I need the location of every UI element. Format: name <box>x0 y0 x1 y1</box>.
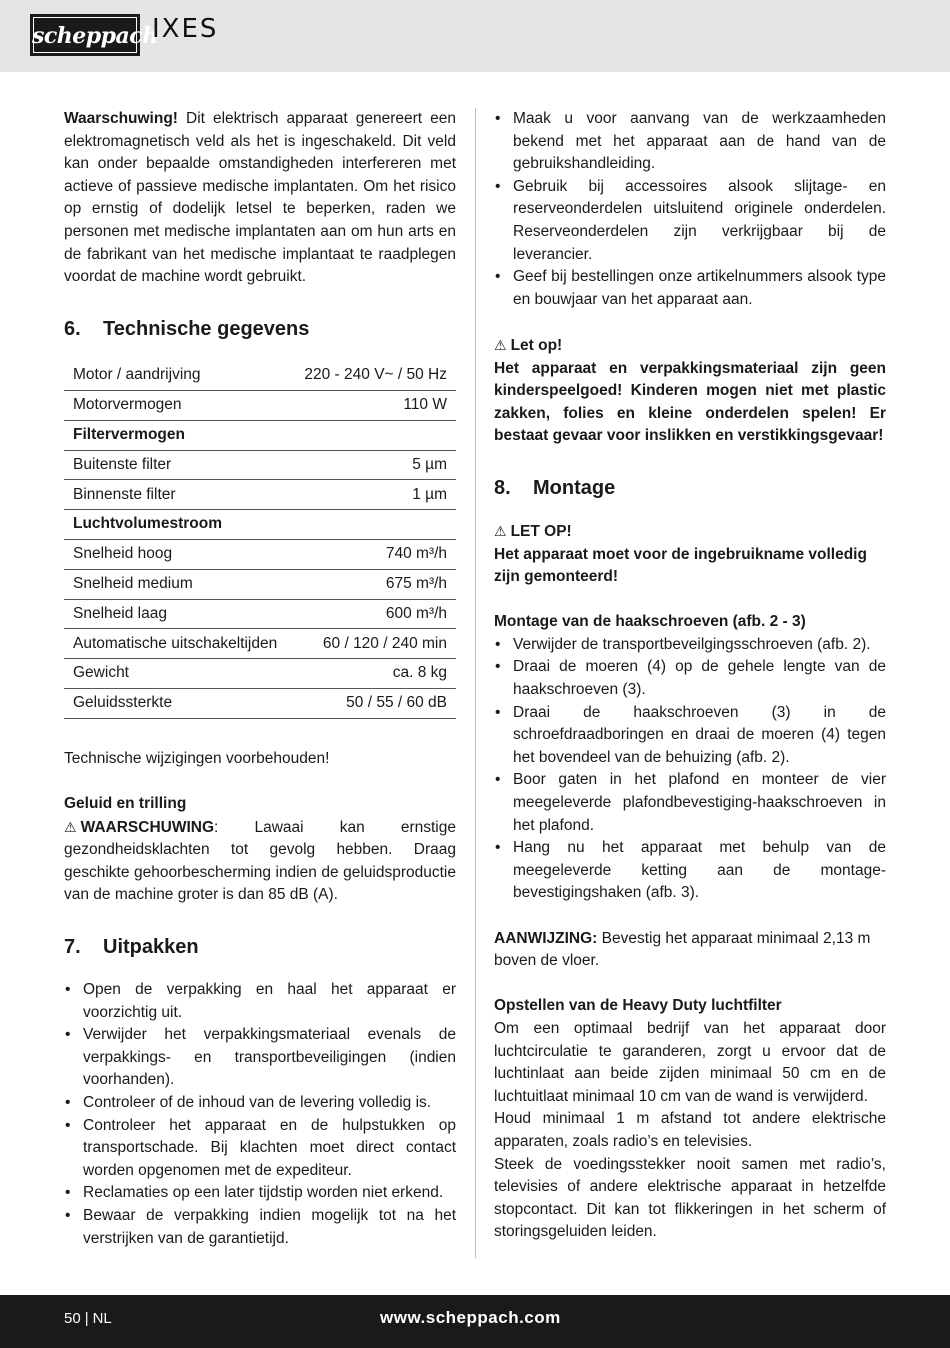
spec-value: 220 - 240 V~ / 50 Hz <box>292 361 456 391</box>
spec-value: ca. 8 kg <box>292 659 456 689</box>
letop-label: Let op! <box>510 336 563 354</box>
spec-label: Snelheid medium <box>64 569 292 599</box>
website-link[interactable]: www.scheppach.com <box>380 1308 561 1327</box>
column-divider <box>475 108 476 1258</box>
spec-row <box>64 420 456 450</box>
section-title: Montage <box>533 476 616 499</box>
intro-list <box>494 108 886 311</box>
spec-row <box>64 450 456 480</box>
section-number: 8. <box>494 476 511 499</box>
spec-row <box>64 659 456 689</box>
noise-heading: Geluid en trilling <box>64 795 187 812</box>
spec-label: Snelheid laag <box>64 599 292 629</box>
warning-text: Dit elektrisch apparaat genereert een elektromagnetisch veld als het is ingeschakeld. Dit veld kan onder bepaalde omstandigheden interfereren met actieve of passieve medische implantaten. Om het risico op ernstig of dodelijk letsel te beperken, raden we personen met medische implantaten aan om hun arts en de fabrikant van het medische implantaat te raadplegen voordat de machine wordt gebruikt. <box>64 110 456 286</box>
spec-label: Binnenste filter <box>64 480 292 510</box>
spec-value: 50 / 55 / 60 dB <box>292 689 456 719</box>
section-number: 7. <box>64 935 81 958</box>
spec-value: 110 W <box>292 391 456 421</box>
spec-row <box>64 391 456 421</box>
hooks-heading: Montage van de haakschroeven (afb. 2 - 3) <box>494 613 806 631</box>
spec-label: Gewicht <box>64 659 292 689</box>
setup-paragraph: Houd minimaal 1 m afstand tot andere elektrische apparaten, zoals radio’s en televisies. <box>494 1110 886 1150</box>
section-6-heading <box>64 315 456 343</box>
language-code: NL <box>92 1310 112 1327</box>
spec-label: Buitenste filter <box>64 450 292 480</box>
list-item: • Hang nu het apparaat met behulp van de meegeleverde ketting aan de montage-bevestigingshaken (afb. 3). <box>494 837 886 905</box>
warning-icon: ⚠ <box>64 818 77 835</box>
spec-row <box>64 540 456 570</box>
section-title: Uitpakken <box>103 935 199 958</box>
list-item: • Boor gaten in het plafond en monteer de vier meegeleverde plafondbevestiging-haakschroeven in het plafond. <box>494 769 886 837</box>
hint-text: Bevestig het apparaat minimaal 2,13 m boven de vloer. <box>494 929 871 970</box>
letop-text: Het apparaat en verpakkingsmateriaal zijn geen kinderspeelgoed! Kinderen mogen niet met plastic zakken, folies en kleine onderdelen spelen! Er bestaat gevaar voor inslikken en verstikkingsgevaar! <box>494 359 886 445</box>
setup-paragraph: Steek de voedingsstekker nooit samen met radio’s, televisies of andere elektrische apparaat in hetzelfde stopcontact. Dit kan tot flikkeringen in het scherm of storingsgeluiden leiden. <box>494 1155 886 1241</box>
list-item: • Verwijder het verpakkingsmateriaal evenals de verpakkings- en transportbeveiligingen (indien voorhanden). <box>64 1024 456 1092</box>
letop2-heading <box>494 520 886 544</box>
list-item: • Gebruik bij accessoires alsook slijtage- en reserveonderdelen uitsluitend originele onderdelen. Reserveonderdelen zijn verkrijgbaar bij de leverancier. <box>494 176 886 266</box>
hooks-list <box>494 634 886 905</box>
page-num: 50 <box>64 1310 81 1327</box>
ixes-logo: IXES <box>152 14 219 44</box>
spec-value: 1 µm <box>292 480 456 510</box>
list-item: • Draai de haakschroeven (3) in de schroefdraadboringen en draai de moeren (4) tegen het bovendeel van de behuizing (afb. 2). <box>494 702 886 770</box>
list-item: • Draai de moeren (4) op de gehele lengte van de haakschroeven (3). <box>494 656 886 701</box>
spec-value: 675 m³/h <box>292 569 456 599</box>
letop-heading <box>494 334 886 358</box>
spec-label: Motorvermogen <box>64 391 292 421</box>
warning-icon: ⚠ <box>494 522 507 539</box>
tech-note: Technische wijzigingen voorbehouden! <box>64 749 330 767</box>
list-item: • Controleer of de inhoud van de levering volledig is. <box>64 1092 456 1115</box>
page-footer <box>0 1295 950 1348</box>
spec-label: Filtervermogen <box>64 420 456 450</box>
spec-row <box>64 599 456 629</box>
list-item: • Bewaar de verpakking indien mogelijk tot na het verstrijken van de garantietijd. <box>64 1205 456 1250</box>
letop2-text: Het apparaat moet voor de ingebruikname volledig zijn gemonteerd! <box>494 545 867 586</box>
spec-row <box>64 569 456 599</box>
page-header <box>0 0 950 72</box>
left-column <box>64 108 456 1250</box>
spec-row <box>64 361 456 391</box>
spec-label: Luchtvolumestroom <box>64 510 456 540</box>
specs-table <box>64 361 456 719</box>
spec-row <box>64 480 456 510</box>
section-7-heading <box>64 933 456 961</box>
scheppach-logo: scheppach <box>30 14 140 56</box>
section-number: 6. <box>64 317 81 340</box>
setup-paragraph: Om een optimaal bedrijf van het apparaat door luchtcirculatie te garanderen, zorgt u ervoor dat de luchtinlaat aan beide zijden minimaal 50 cm en de luchtuitlaat minimaal 10 cm van de wand is verwijderd. <box>494 1019 886 1105</box>
spec-row <box>64 689 456 719</box>
noise-warning-label: WAARSCHUWING <box>80 818 215 836</box>
hint-label: AANWIJZING: <box>494 929 598 947</box>
noise-warning-text: : Lawaai kan ernstige gezondheidsklachten tot gevolg hebben. Draag geschikte gehoorbescherming indien de geluidsproductie van de machine groter is dan 85 dB (A). <box>64 818 456 904</box>
list-item: • Reclamaties op een later tijdstip worden niet erkend. <box>64 1182 456 1205</box>
spec-label: Geluidssterkte <box>64 689 292 719</box>
setup-heading: Opstellen van de Heavy Duty luchtfilter <box>494 997 782 1015</box>
list-item: • Controleer het apparaat en de hulpstukken op transportschade. Bij klachten moet direct contact worden opgenomen met de expediteur. <box>64 1115 456 1183</box>
list-item: • Geef bij bestellingen onze artikelnummers alsook type en bouwjaar van het apparaat aan. <box>494 266 886 311</box>
warning-label: Waarschuwing! <box>64 110 178 127</box>
page-number: 50 | NL <box>64 1310 112 1327</box>
spec-label: Snelheid hoog <box>64 540 292 570</box>
section-title: Technische gegevens <box>103 317 310 340</box>
warning-icon: ⚠ <box>494 336 507 353</box>
list-item: • Open de verpakking en haal het apparaat er voorzichtig uit. <box>64 979 456 1024</box>
spec-row <box>64 629 456 659</box>
spec-row <box>64 510 456 540</box>
spec-label: Motor / aandrijving <box>64 361 292 391</box>
emf-warning <box>64 108 456 289</box>
spec-value: 5 µm <box>292 450 456 480</box>
unpack-list <box>64 979 456 1250</box>
spec-value: 60 / 120 / 240 min <box>292 629 456 659</box>
spec-label: Automatische uitschakeltijden <box>64 629 292 659</box>
section-8-heading <box>494 474 886 502</box>
hint <box>494 928 886 973</box>
letop2-label: LET OP! <box>510 522 572 540</box>
noise-warning <box>64 816 456 907</box>
spec-value: 740 m³/h <box>292 540 456 570</box>
list-item: • Verwijder de transportbeveilgingsschroeven (afb. 2). <box>494 634 886 657</box>
list-item: • Maak u voor aanvang van de werkzaamheden bekend met het apparaat aan de hand van de gebruikshandleiding. <box>494 108 886 176</box>
right-column <box>494 108 886 1244</box>
spec-value: 600 m³/h <box>292 599 456 629</box>
